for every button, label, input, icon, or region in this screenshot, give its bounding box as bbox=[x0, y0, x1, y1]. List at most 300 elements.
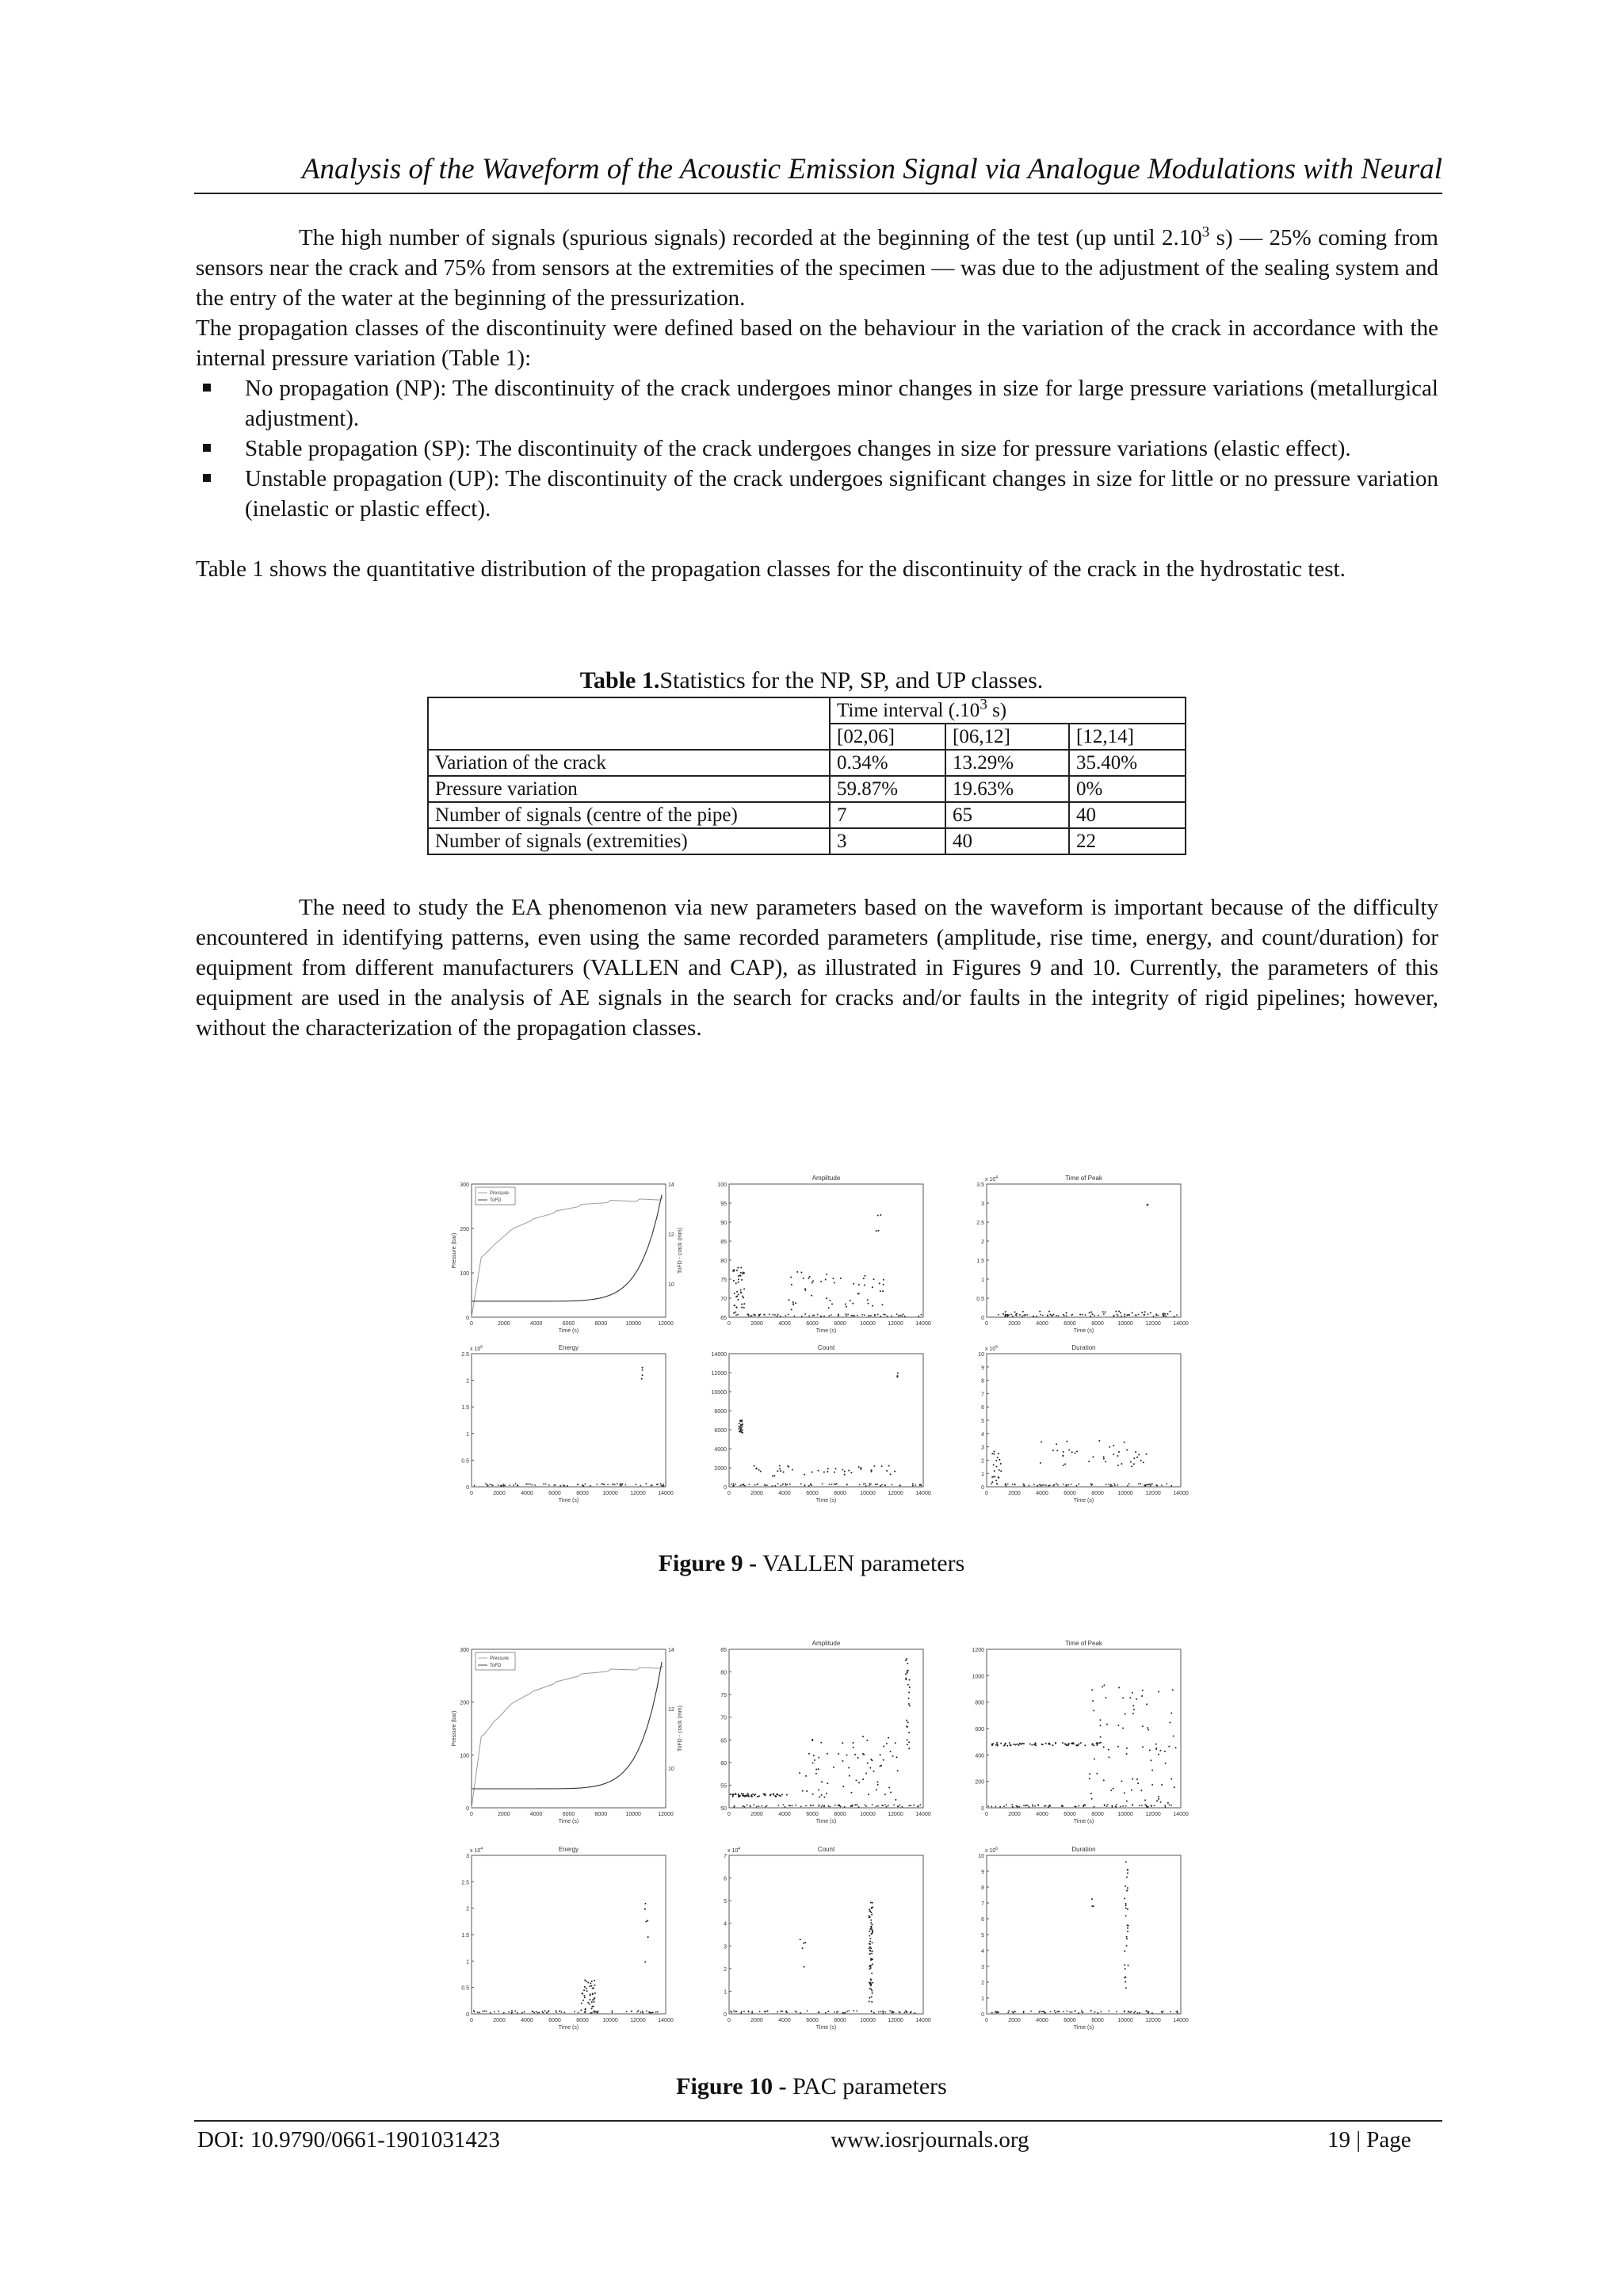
data-point bbox=[498, 2011, 499, 2012]
table-cell: 22 bbox=[1069, 828, 1186, 854]
data-point bbox=[1082, 2011, 1083, 2013]
data-point bbox=[818, 1756, 819, 1758]
paragraph-spurious-signals bbox=[196, 223, 1438, 313]
x-tick-label: 4000 bbox=[1036, 1812, 1048, 1817]
x-tick-label: 14000 bbox=[658, 1491, 674, 1496]
y2-tick-label: 10 bbox=[668, 1282, 674, 1288]
data-point bbox=[580, 2009, 582, 2011]
data-point bbox=[888, 1737, 889, 1739]
data-point bbox=[1162, 2012, 1163, 2014]
data-point bbox=[1037, 1485, 1039, 1487]
data-point bbox=[883, 1284, 884, 1286]
data-point bbox=[811, 1484, 812, 1486]
data-point bbox=[1029, 1744, 1031, 1745]
y2-tick-label: 10 bbox=[668, 1767, 674, 1772]
data-point bbox=[739, 1796, 740, 1797]
x-tick-label: 4000 bbox=[778, 2018, 791, 2023]
data-point bbox=[1128, 2011, 1129, 2013]
data-point bbox=[1090, 1316, 1091, 1317]
axis-exponent: x $10^5$ bbox=[985, 1345, 999, 1352]
axis-exponent: x $10^4$ bbox=[985, 1175, 999, 1182]
data-point bbox=[1122, 1697, 1124, 1698]
data-point bbox=[738, 1293, 739, 1295]
data-point bbox=[1140, 1483, 1141, 1484]
data-point bbox=[1045, 1484, 1047, 1486]
data-point bbox=[1028, 1484, 1029, 1486]
data-point bbox=[644, 1903, 646, 1904]
data-point bbox=[853, 1283, 854, 1285]
data-point bbox=[858, 1284, 860, 1286]
data-point bbox=[1076, 1485, 1078, 1487]
data-point bbox=[870, 1920, 872, 1921]
data-point bbox=[597, 2011, 598, 2013]
data-point bbox=[743, 1272, 744, 1274]
x-tick-label: 6000 bbox=[548, 1491, 561, 1496]
data-point bbox=[872, 1902, 873, 1904]
data-point bbox=[561, 2011, 563, 2013]
data-point bbox=[474, 1484, 475, 1486]
data-point bbox=[921, 1314, 922, 1316]
data-point bbox=[1030, 2011, 1032, 2012]
data-point bbox=[995, 1744, 997, 1746]
y-tick-label: 70 bbox=[720, 1715, 727, 1721]
data-point bbox=[775, 1796, 777, 1797]
data-point bbox=[1159, 1750, 1161, 1752]
data-point bbox=[1096, 1773, 1098, 1775]
data-point bbox=[591, 1981, 593, 1982]
data-point bbox=[881, 1484, 883, 1486]
data-point bbox=[908, 1732, 910, 1733]
y-tick-label: 0 bbox=[981, 2012, 984, 2018]
y-tick-label: 4 bbox=[981, 1431, 984, 1438]
data-point bbox=[1078, 1744, 1079, 1745]
data-point bbox=[825, 1279, 827, 1281]
data-point bbox=[737, 1267, 739, 1269]
data-point bbox=[484, 2011, 486, 2012]
data-point bbox=[1094, 2011, 1096, 2013]
data-point bbox=[754, 1484, 756, 1486]
y-tick-label: 7 bbox=[724, 1854, 727, 1859]
data-point bbox=[624, 1484, 626, 1485]
paragraph-table-intro: Table 1 shows the quantitative distribution of the propagation classes for the discontinuity of the crack in the hydrostatic test. bbox=[196, 556, 1346, 582]
data-point bbox=[1165, 1763, 1167, 1764]
plot-title: Count bbox=[817, 1344, 835, 1351]
data-point bbox=[1164, 1805, 1166, 1806]
plot-frame bbox=[472, 1855, 666, 2014]
x-axis-label: Time (s) bbox=[815, 1819, 837, 1824]
data-point bbox=[899, 2011, 901, 2013]
data-point bbox=[1056, 1483, 1057, 1484]
data-point bbox=[794, 1316, 796, 1317]
data-point bbox=[823, 1805, 825, 1806]
data-point bbox=[1014, 1744, 1016, 1745]
axis-exponent-sup: 4 bbox=[995, 1175, 999, 1180]
data-point bbox=[908, 1805, 910, 1806]
x-tick-label: 8000 bbox=[834, 1321, 846, 1327]
data-point bbox=[994, 1476, 995, 1477]
data-point bbox=[856, 2011, 857, 2012]
data-point bbox=[772, 1475, 773, 1477]
y-tick-label: 2000 bbox=[714, 1466, 727, 1472]
y-tick-label: 0 bbox=[981, 1316, 984, 1321]
pressure-curve bbox=[472, 1666, 663, 1808]
data-point bbox=[536, 2011, 537, 2012]
data-point bbox=[820, 1281, 822, 1282]
y-tick-label: 6 bbox=[981, 1917, 984, 1923]
data-point bbox=[804, 1942, 806, 1943]
data-point bbox=[592, 1993, 594, 1995]
table-cell: 0.34% bbox=[830, 750, 945, 776]
data-point bbox=[769, 1314, 770, 1316]
data-point bbox=[1106, 1484, 1107, 1485]
data-point bbox=[1155, 1748, 1157, 1750]
y-tick-label: 2 bbox=[466, 1906, 469, 1912]
x-tick-label: 14000 bbox=[915, 1491, 931, 1496]
data-point bbox=[1129, 2011, 1131, 2013]
data-point bbox=[870, 1947, 872, 1949]
data-point bbox=[899, 1485, 901, 1487]
x-tick-label: 0 bbox=[985, 1812, 988, 1817]
data-point bbox=[1118, 1687, 1120, 1688]
data-point bbox=[1094, 1758, 1095, 1759]
data-point bbox=[589, 1985, 590, 1987]
data-point bbox=[872, 1942, 873, 1943]
data-point bbox=[819, 1805, 820, 1806]
plot-frame bbox=[987, 1855, 1181, 2014]
data-point bbox=[1174, 1786, 1175, 1788]
data-point bbox=[829, 1300, 831, 1301]
data-point bbox=[544, 2010, 546, 2011]
data-point bbox=[991, 1453, 993, 1454]
data-point bbox=[735, 1484, 736, 1485]
data-point bbox=[792, 1303, 794, 1305]
data-point bbox=[584, 2008, 586, 2010]
data-point bbox=[807, 2010, 808, 2011]
data-point bbox=[741, 1307, 743, 1308]
data-point bbox=[1005, 1314, 1006, 1316]
x-tick-label: 4000 bbox=[1036, 2018, 1048, 2023]
data-point bbox=[905, 1673, 907, 1675]
x-axis-label: Time (s) bbox=[558, 1498, 579, 1503]
x-tick-label: 4000 bbox=[778, 1321, 791, 1327]
data-point bbox=[577, 1484, 579, 1485]
y-tick-label: 1 bbox=[981, 1996, 984, 2002]
data-point bbox=[567, 1485, 568, 1487]
data-point bbox=[826, 1274, 827, 1275]
data-point bbox=[870, 1967, 872, 1969]
y-tick-label: 100 bbox=[717, 1182, 727, 1188]
data-point bbox=[997, 1484, 999, 1485]
data-point bbox=[1116, 1804, 1117, 1805]
x-tick-label: 10000 bbox=[860, 2018, 876, 2023]
y-tick-label: 1 bbox=[724, 1989, 727, 1996]
x-tick-label: 10000 bbox=[1117, 2018, 1133, 2023]
y-tick-label: 0 bbox=[466, 1806, 469, 1812]
y-tick-label: 6 bbox=[724, 1876, 727, 1882]
data-point bbox=[812, 1740, 813, 1741]
plot-frame bbox=[729, 1855, 923, 2014]
data-point bbox=[875, 1484, 876, 1485]
data-point bbox=[1056, 2011, 1058, 2012]
data-point bbox=[591, 2008, 593, 2009]
x-tick-label: 0 bbox=[470, 2018, 473, 2023]
data-point bbox=[908, 1698, 910, 1699]
paragraph-propagation-classes: The propagation classes of the discontinuity were defined based on the behaviour in the variation of the crack in accordance with the internal pressure variation (Table 1): bbox=[196, 315, 1438, 371]
bullet-item-np bbox=[196, 373, 1438, 434]
data-point bbox=[1170, 1778, 1172, 1780]
data-point bbox=[1177, 2011, 1178, 2012]
data-point bbox=[1132, 1312, 1133, 1313]
data-point bbox=[1048, 1485, 1049, 1487]
y-tick-label: 8 bbox=[981, 1378, 984, 1385]
data-point bbox=[1064, 1315, 1065, 1316]
data-point bbox=[825, 2012, 827, 2014]
data-point bbox=[1121, 1463, 1122, 1465]
data-point bbox=[742, 1432, 743, 1434]
data-point bbox=[1169, 1804, 1170, 1805]
data-point bbox=[907, 1670, 909, 1671]
x-tick-label: 12000 bbox=[630, 1491, 646, 1496]
data-point bbox=[848, 1470, 850, 1472]
data-point bbox=[739, 1428, 740, 1430]
plot-frame bbox=[987, 1354, 1181, 1487]
data-point bbox=[800, 1939, 801, 1940]
x-axis-label: Time (s) bbox=[558, 1819, 579, 1824]
data-point bbox=[1022, 1743, 1023, 1744]
data-point bbox=[770, 1794, 772, 1795]
data-point bbox=[752, 1794, 754, 1795]
data-point bbox=[822, 1483, 823, 1484]
data-point bbox=[869, 1947, 870, 1949]
data-point bbox=[513, 1484, 514, 1486]
time-of-peak-plot bbox=[972, 1640, 1188, 1824]
data-point bbox=[1012, 1806, 1014, 1808]
data-point bbox=[857, 1757, 859, 1759]
plot-title: Energy bbox=[558, 1846, 579, 1853]
data-point bbox=[872, 1305, 873, 1307]
x-tick-label: 2000 bbox=[1008, 2018, 1021, 2023]
data-point bbox=[808, 1753, 810, 1755]
data-point bbox=[486, 2011, 487, 2012]
data-point bbox=[1124, 1964, 1125, 1966]
data-point bbox=[741, 1426, 743, 1427]
data-point bbox=[1128, 1483, 1130, 1484]
data-point bbox=[1163, 2011, 1164, 2012]
data-point bbox=[1080, 1742, 1082, 1744]
data-point bbox=[795, 1302, 796, 1304]
data-point bbox=[852, 1805, 854, 1806]
x-axis-label: Time (s) bbox=[815, 2025, 837, 2030]
x-tick-label: 14000 bbox=[1173, 2018, 1189, 2023]
data-point bbox=[1121, 1316, 1122, 1317]
data-point bbox=[758, 1795, 760, 1797]
data-point bbox=[844, 1474, 846, 1476]
data-point bbox=[754, 1314, 756, 1316]
data-point bbox=[1150, 1312, 1151, 1313]
data-point bbox=[789, 1805, 790, 1806]
data-point bbox=[517, 1484, 518, 1486]
data-point bbox=[871, 1996, 873, 1998]
data-point bbox=[638, 2010, 640, 2011]
data-point bbox=[853, 1747, 854, 1748]
y-tick-label: 2 bbox=[981, 1458, 984, 1465]
data-point bbox=[870, 1484, 872, 1485]
data-point bbox=[842, 1760, 843, 1762]
data-point bbox=[1170, 2011, 1171, 2012]
data-point bbox=[738, 1278, 739, 1280]
data-point bbox=[735, 1793, 736, 1794]
data-point bbox=[607, 1484, 609, 1485]
x-tick-label: 8000 bbox=[1091, 1321, 1104, 1327]
data-point bbox=[1125, 1987, 1127, 1988]
data-point bbox=[869, 1983, 871, 1985]
data-point bbox=[1160, 1801, 1162, 1803]
data-point bbox=[500, 1485, 502, 1487]
data-point bbox=[1044, 1484, 1045, 1486]
data-point bbox=[1161, 1484, 1163, 1486]
figure-9-vallen-plots bbox=[448, 1173, 1216, 1522]
data-point bbox=[741, 1304, 743, 1305]
y-tick-label: 2 bbox=[981, 1240, 984, 1245]
data-point bbox=[731, 1794, 733, 1795]
data-point bbox=[1056, 1450, 1058, 1451]
time-of-peak-plot bbox=[976, 1175, 1189, 1334]
duration-plot bbox=[978, 1344, 1189, 1503]
x-tick-label: 2000 bbox=[750, 1491, 763, 1496]
data-point bbox=[1102, 1311, 1104, 1312]
data-point bbox=[750, 1806, 751, 1808]
data-point bbox=[862, 1753, 864, 1755]
data-point bbox=[882, 1290, 884, 1292]
data-point bbox=[736, 1270, 738, 1271]
x-tick-label: 12000 bbox=[888, 1321, 903, 1327]
data-point bbox=[866, 1740, 868, 1741]
data-point bbox=[556, 2010, 557, 2011]
data-point bbox=[733, 1485, 735, 1487]
data-point bbox=[993, 1450, 995, 1452]
data-point bbox=[818, 1768, 819, 1770]
data-point bbox=[999, 1806, 1001, 1808]
data-point bbox=[912, 1485, 914, 1487]
data-point bbox=[586, 1981, 587, 1982]
data-point bbox=[1043, 2011, 1044, 2012]
data-point bbox=[897, 1376, 899, 1377]
data-point bbox=[901, 1806, 903, 1808]
data-point bbox=[883, 2012, 884, 2014]
data-point bbox=[867, 1763, 869, 1764]
data-point bbox=[1006, 1804, 1007, 1805]
x-tick-label: 2000 bbox=[1008, 1491, 1021, 1496]
data-point bbox=[1117, 1465, 1119, 1466]
y2-tick-label: 12 bbox=[668, 1232, 674, 1238]
data-point bbox=[743, 1303, 745, 1305]
x-tick-label: 0 bbox=[470, 1321, 473, 1327]
data-point bbox=[583, 1995, 585, 1996]
data-point bbox=[1024, 1484, 1025, 1486]
data-point bbox=[896, 1313, 898, 1315]
data-point bbox=[1140, 1790, 1142, 1791]
data-point bbox=[1127, 1927, 1128, 1929]
data-point bbox=[845, 2012, 846, 2014]
data-point bbox=[872, 1930, 873, 1931]
x-tick-label: 8000 bbox=[1091, 1812, 1104, 1817]
data-point bbox=[1025, 1314, 1026, 1316]
data-point bbox=[804, 1313, 806, 1315]
data-point bbox=[872, 1286, 873, 1288]
data-point bbox=[644, 1961, 646, 1962]
data-point bbox=[591, 2006, 593, 2008]
plot-frame bbox=[472, 1649, 666, 1808]
data-point bbox=[806, 1790, 808, 1792]
data-point bbox=[735, 1306, 737, 1308]
data-point bbox=[1113, 1445, 1114, 1446]
data-point bbox=[808, 1278, 810, 1279]
data-point bbox=[756, 1468, 758, 1469]
data-point bbox=[907, 1739, 908, 1740]
y-tick-label: 6 bbox=[981, 1405, 984, 1412]
data-point bbox=[865, 1485, 867, 1487]
data-point bbox=[880, 1754, 881, 1755]
data-point bbox=[906, 1720, 907, 1721]
data-point bbox=[1153, 1316, 1155, 1317]
data-point bbox=[803, 1278, 804, 1279]
data-point bbox=[810, 1483, 812, 1484]
data-point bbox=[1106, 1805, 1108, 1807]
data-point bbox=[905, 2010, 907, 2011]
data-point bbox=[827, 1468, 829, 1469]
data-point bbox=[1108, 1756, 1109, 1758]
data-point bbox=[777, 1314, 779, 1316]
data-point bbox=[888, 1805, 889, 1806]
x-tick-label: 10000 bbox=[860, 1321, 876, 1327]
data-point bbox=[844, 1471, 846, 1473]
data-point bbox=[1063, 1484, 1064, 1485]
plot-frame bbox=[729, 1354, 923, 1487]
data-point bbox=[1110, 1484, 1112, 1485]
data-point bbox=[733, 1483, 735, 1484]
table-caption bbox=[0, 667, 1623, 694]
data-point bbox=[1118, 1451, 1120, 1453]
data-point bbox=[829, 1484, 831, 1485]
data-point bbox=[1165, 1806, 1167, 1808]
x-tick-label: 4000 bbox=[1036, 1491, 1048, 1496]
data-point bbox=[1096, 1742, 1098, 1744]
data-point bbox=[1013, 2012, 1014, 2014]
data-point bbox=[1103, 1779, 1105, 1781]
data-point bbox=[1066, 1315, 1067, 1316]
data-point bbox=[786, 2011, 788, 2013]
data-point bbox=[890, 1751, 892, 1752]
data-point bbox=[1107, 1804, 1109, 1805]
data-point bbox=[651, 1484, 653, 1486]
data-point bbox=[1017, 1805, 1018, 1807]
y2-axis-label: ToFD - crack (mm) bbox=[678, 1228, 683, 1274]
data-point bbox=[559, 2011, 560, 2012]
data-point bbox=[813, 1755, 815, 1756]
x-tick-label: 4000 bbox=[521, 2018, 533, 2023]
y-tick-label: 300 bbox=[460, 1648, 469, 1653]
y-tick-label: 0.5 bbox=[461, 1458, 469, 1465]
data-point bbox=[645, 1920, 647, 1922]
table-cell: 13.29% bbox=[945, 750, 1069, 776]
data-point bbox=[1010, 1313, 1012, 1315]
data-point bbox=[1092, 1743, 1094, 1744]
data-point bbox=[869, 1966, 870, 1967]
x-tick-label: 14000 bbox=[915, 1812, 931, 1817]
data-point bbox=[477, 2011, 479, 2013]
y-tick-label: 200 bbox=[460, 1227, 469, 1232]
y-tick-label: 1 bbox=[981, 1472, 984, 1478]
